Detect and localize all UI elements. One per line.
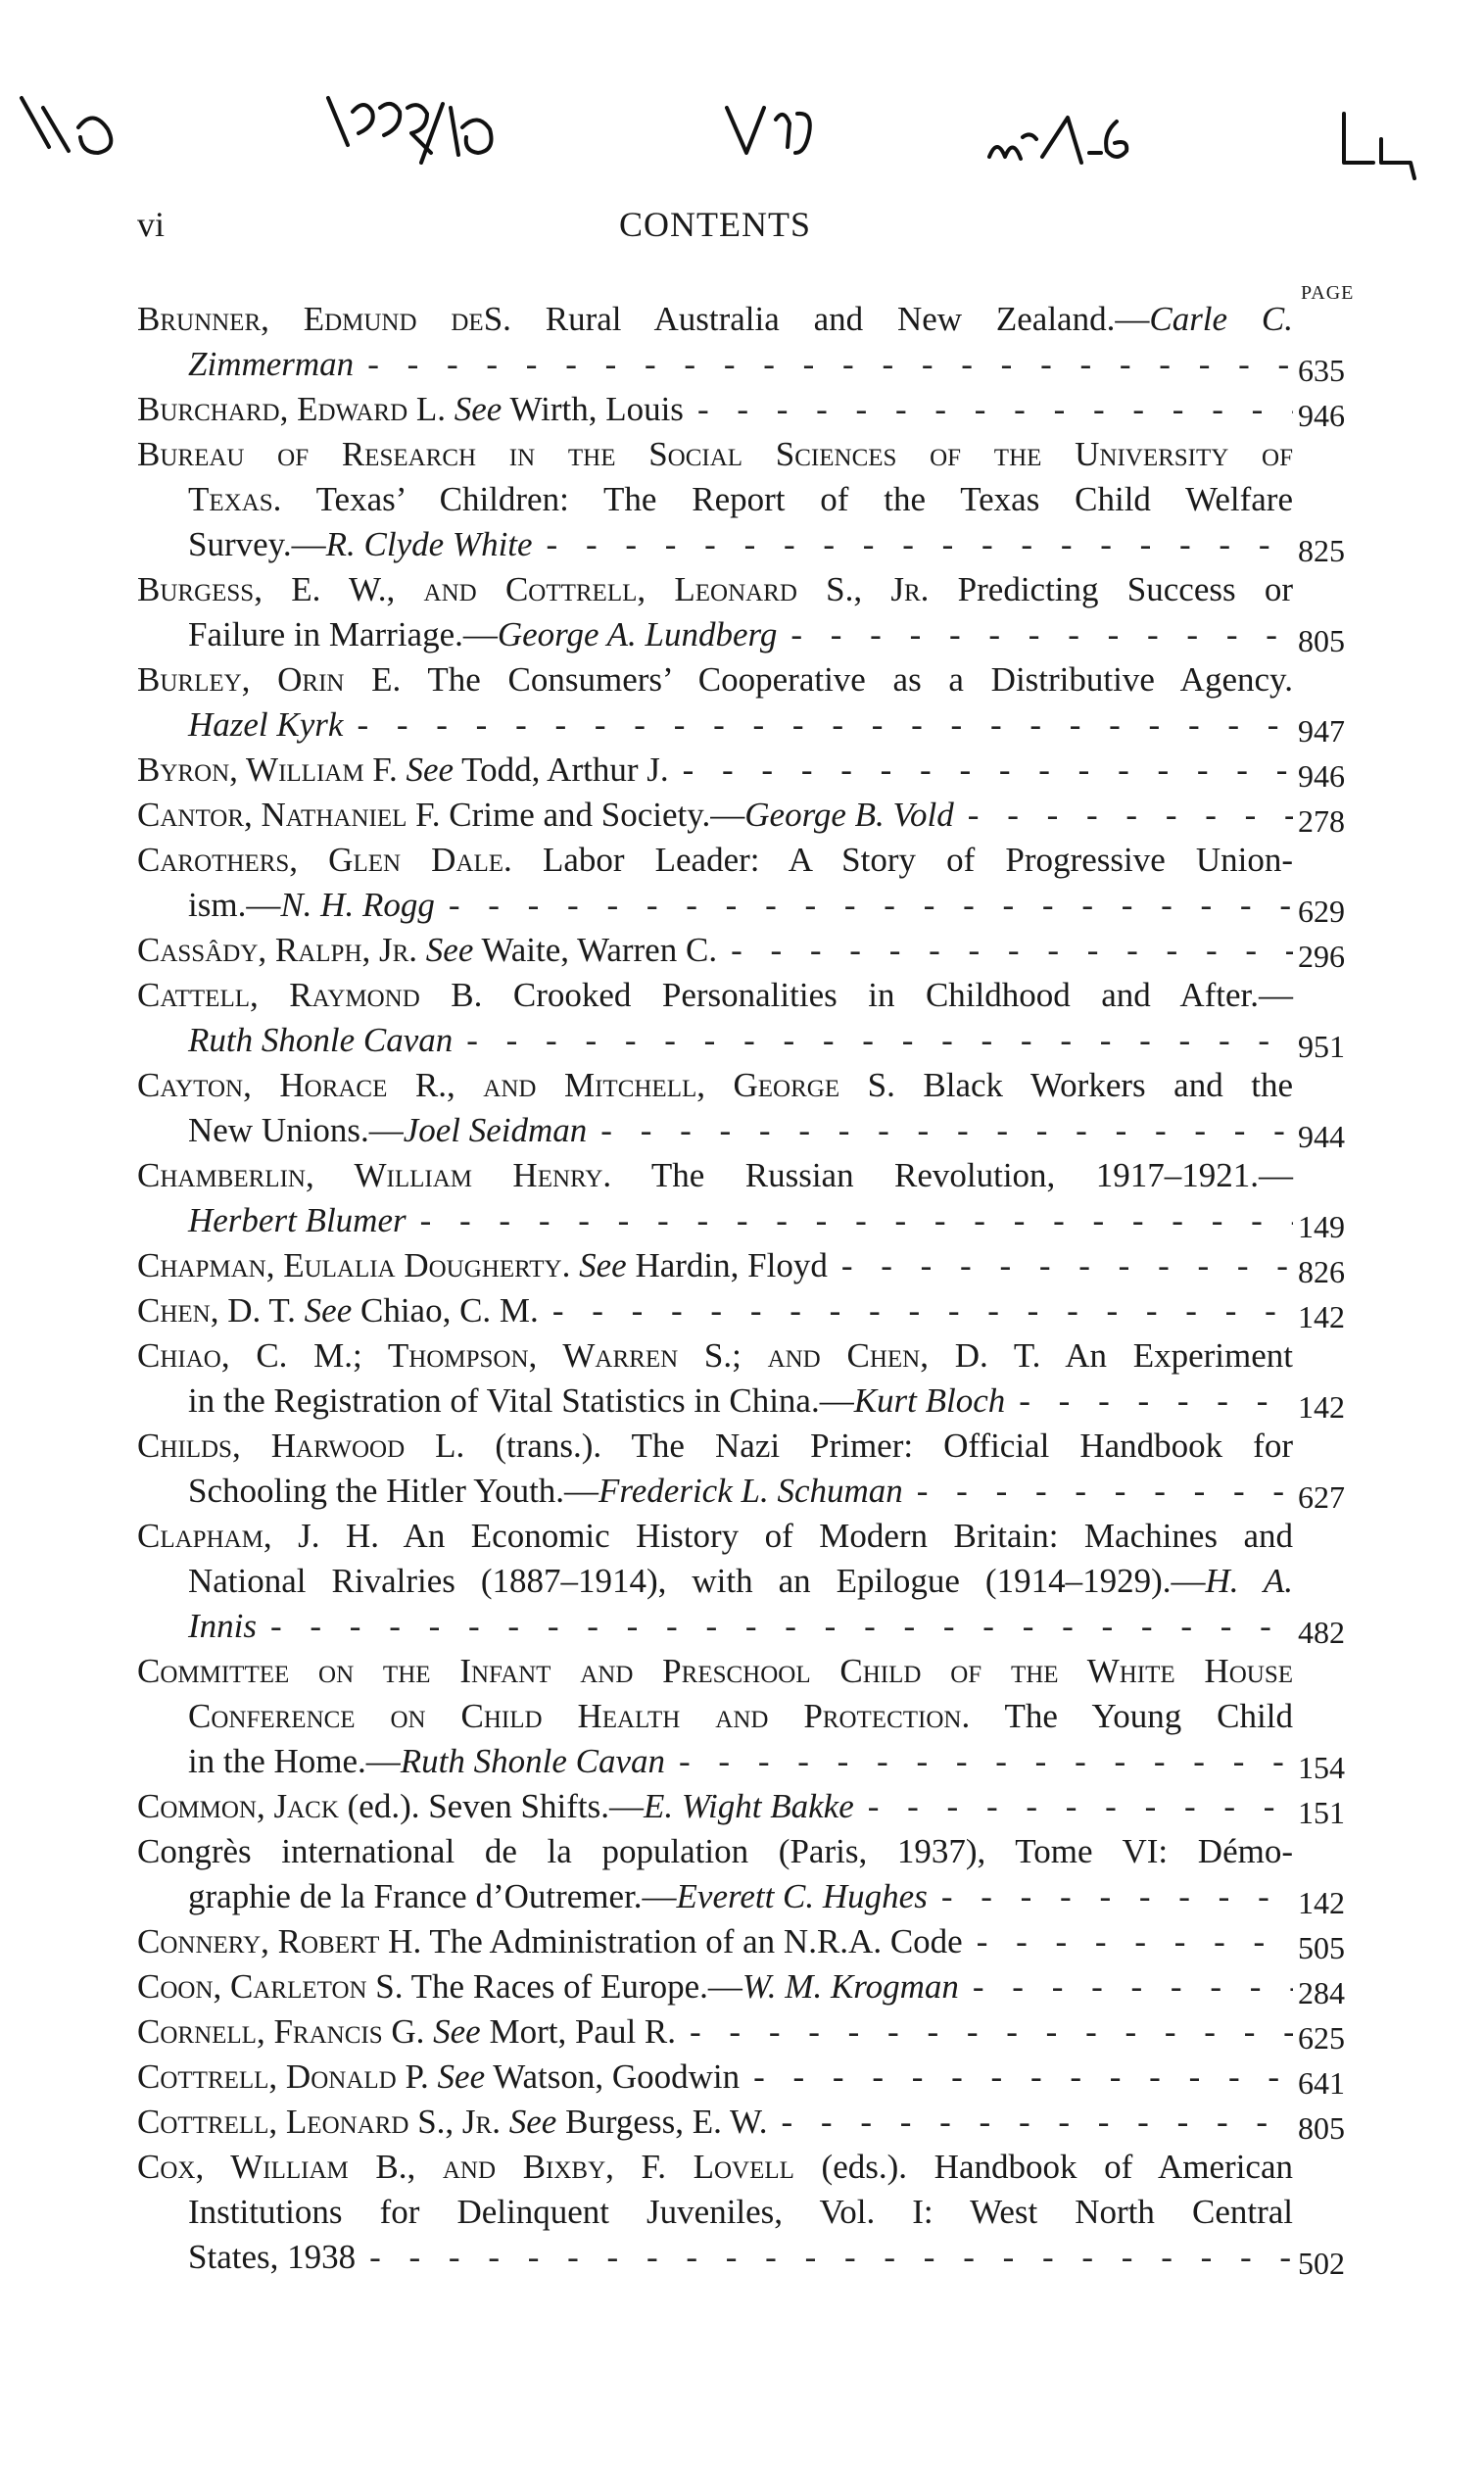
contents-entry [137,2100,1371,2145]
entry-line [137,1559,1293,1604]
dot-leader [963,1919,1293,1964]
entry-line-text [137,1243,828,1288]
entry-line [137,702,1345,749]
entry-text: Survey. [188,525,292,563]
entry-author: Carothers, Glen Dale. [137,841,512,879]
dot-leader [768,2100,1293,2145]
entry-line [137,1829,1293,1874]
dot-leader [453,1018,1293,1063]
entry-author: Byron, William F. [137,750,398,789]
dot-leader [828,1243,1293,1288]
dot-leader [356,2235,1293,2280]
entry-line [137,432,1293,477]
entry-text: Rural Australia and New Zealand. [510,300,1116,338]
page-column-label: PAGE [1301,282,1355,304]
entry-author: Cottrell, Donald P. [137,2057,429,2096]
entry-page-number: 641 [1298,2065,1345,2101]
entry-author: Cassâdy, Ralph, Jr. [137,931,418,969]
contents-entry [137,2055,1371,2100]
entry-text: — [707,1967,742,2006]
entry-text: ism. [188,886,247,924]
entry-line-text [188,522,533,567]
entry-line [137,1649,1293,1694]
entry-italic-text: Zimmerman [188,345,355,383]
entry-text: Waite, Warren C. [473,931,718,969]
entry-text: National Rivalries (1887–1914), with an Epilogue (1914–1929). [188,1562,1172,1600]
entry-text: Institutions for Delinquent Juveniles, Vol. I: West North Central [188,2193,1293,2231]
entry-text [424,2012,433,2051]
entry-line [137,1108,1345,1154]
entry-text: An Experiment [1040,1336,1294,1375]
entry-line [137,1514,1293,1559]
entry-page-number: 947 [1298,713,1345,749]
entry-line [137,928,1345,974]
contents-entry [137,838,1371,928]
dot-leader [354,342,1293,387]
entry-line-text [137,748,669,793]
entry-italic-text: See [579,1246,627,1284]
dot-leader [676,2009,1293,2055]
entry-page-number: 825 [1298,533,1345,568]
entry-author: Common, Jack [137,1787,339,1825]
dot-leader [257,1604,1293,1649]
entry-text: — [368,1111,404,1149]
page-number: vi [137,205,166,244]
entry-text: Crooked Personalities in Childhood and After. [482,976,1259,1014]
entry-line [137,838,1293,883]
entry-italic-text: Everett C. Hughes [676,1877,928,1915]
entry-text: Congrès international de la population (Paris, 1937), Tome VI: Démo- [137,1832,1293,1870]
entry-page-number: 826 [1298,1254,1345,1289]
entry-author: Cattell, Raymond B. [137,976,483,1014]
contents-entry [137,1919,1371,1964]
dot-leader [959,1964,1293,2009]
entry-author: Texas. [188,480,282,518]
contents-entry [137,657,1371,748]
contents-entry [137,567,1371,657]
entry-text [501,2103,509,2141]
entry-text: — [291,525,326,563]
entry-text: The Russian Revolution, 1917–1921. [611,1156,1259,1194]
entry-text: Schooling the Hitler Youth. [188,1472,565,1510]
entry-italic-text: See [508,2103,557,2141]
entry-line [137,1018,1345,1064]
entry-italic-text: Innis [188,1607,257,1645]
contents-entry [137,1649,1371,1784]
entry-author: Conference on Child Health and Protection. [188,1697,971,1735]
entry-italic-text: Ruth Shonle Cavan [188,1021,454,1059]
entry-page-number: 142 [1298,1389,1345,1425]
entry-line-text [188,1604,257,1649]
entry-page-number: 951 [1298,1029,1345,1064]
entry-text: Predicting Success or [929,570,1293,608]
contents-entry [137,387,1371,432]
entry-line [137,1919,1345,1965]
entry-page-number: 149 [1298,1209,1345,1244]
contents-entry [137,928,1371,973]
entry-line-text [188,1108,587,1153]
entry-text: Burgess, E. W. [556,2103,768,2141]
entry-page-number: 505 [1298,1930,1345,1965]
entry-line-text [188,1469,903,1514]
entry-italic-text: Frederick L. Schuman [598,1472,903,1510]
entry-author: Childs, Harwood L. [137,1427,465,1465]
entry-text: The Consumers’ Cooperative as a Distributive Agency. [401,660,1293,699]
entry-text: Hardin, Floyd [626,1246,828,1284]
entry-text: graphie de la France d’Outremer. [188,1877,643,1915]
dot-leader [665,1739,1293,1784]
contents-entry [137,1514,1371,1649]
entry-author: Burley, Orin E. [137,660,402,699]
entry-line [137,477,1293,522]
entry-page-number: 946 [1298,398,1345,433]
entry-page-number: 502 [1298,2246,1345,2281]
entry-line [137,522,1345,568]
entry-text: The Races of Europe. [403,1967,708,2006]
entry-page-number: 805 [1298,2110,1345,2146]
entry-author: Connery, Robert H. [137,1922,422,1960]
entry-italic-text: Hazel Kyrk [188,705,344,744]
entry-line-text [137,2055,740,2100]
entry-line-text [188,702,343,748]
entry-page-number: 944 [1298,1119,1345,1154]
entry-page-number: 278 [1298,803,1345,839]
contents-list [137,297,1371,2280]
entry-page-number: 154 [1298,1750,1345,1785]
entry-line-text [137,928,717,973]
entry-line-text [188,2235,356,2280]
entry-text: (trans.). The Nazi Primer: Official Handbook for [464,1427,1293,1465]
entry-line [137,657,1293,702]
entry-page-number: 482 [1298,1615,1345,1650]
entry-page-number: 142 [1298,1885,1345,1920]
contents-entry [137,1153,1371,1243]
entry-line [137,1063,1293,1108]
dot-leader [539,1288,1293,1333]
entry-line [137,2009,1345,2056]
entry-text [296,1291,305,1330]
entry-author: Cantor, Nathaniel F. [137,796,441,834]
entry-line-text [188,1874,928,1919]
entry-text: Failure in Marriage. [188,615,463,653]
entry-page-number: 296 [1298,939,1345,974]
dot-leader [903,1469,1293,1514]
contents-entry [137,748,1371,793]
entry-text: Crime and Society. [440,796,711,834]
entry-italic-text: See [406,750,455,789]
entry-line [137,342,1345,388]
entry-author: Chiao, C. M.; Thompson, Warren S.; and Chen, D. T. [137,1336,1041,1375]
entry-text: — [246,886,281,924]
entry-page-number: 627 [1298,1479,1345,1515]
entry-text: — [642,1877,677,1915]
entry-text: Wirth, Louis [502,390,684,428]
entry-author: Burgess, E. W., and Cottrell, Leonard S., Jr. [137,570,930,608]
page-title: CONTENTS [619,205,811,244]
entry-text: Labor Leader: A Story of Progressive Union- [511,841,1294,879]
entry-line [137,1694,1293,1739]
contents-entry [137,1829,1371,1919]
entry-author: Coon, Carleton S. [137,1967,404,2006]
contents-entry [137,1243,1371,1288]
entry-line-text [188,1198,407,1243]
entry-line [137,1784,1345,1830]
entry-line [137,1198,1345,1244]
entry-line-text [137,2009,676,2055]
entry-line [137,297,1293,342]
dot-leader [717,928,1293,973]
entry-line-text [137,2100,768,2145]
entry-text: Black Workers and the [894,1066,1293,1104]
entry-text: Mort, Paul R. [480,2012,677,2051]
entry-line-text [188,1018,453,1063]
entry-line-text [188,1739,665,1784]
entry-page-number: 805 [1298,623,1345,658]
entry-italic-text: H. A. [1205,1562,1294,1600]
entry-line [137,612,1345,658]
entry-text: (ed.). Seven Shifts. [338,1787,609,1825]
entry-italic-text: N. H. Rogg [280,886,435,924]
entry-italic-text: W. M. Krogman [742,1967,959,2006]
entry-line [137,1333,1293,1379]
entry-author: Cornell, Francis G. [137,2012,425,2051]
contents-entry [137,973,1371,1063]
entry-text: — [1258,1156,1293,1194]
entry-line [137,2145,1293,2190]
entry-page-number: 284 [1298,1975,1345,2010]
entry-text: The Administration of an N.R.A. Code [421,1922,963,1960]
entry-italic-text: Joel Seidman [403,1111,588,1149]
dot-leader [533,522,1293,567]
entry-author: Cox, William B., and Bixby, F. Lovell [137,2148,794,2186]
entry-author: Bureau of Research in the Social Sciences of the University of [137,435,1293,473]
entry-text: (eds.). Handbook of American [793,2148,1293,2186]
entry-line [137,2190,1293,2235]
entry-author: Committee on the Infant and Preschool Child of the White House [137,1652,1293,1690]
dot-leader [854,1784,1293,1829]
dot-leader [407,1198,1293,1243]
entry-text: Watson, Goodwin [485,2057,741,2096]
entry-line-text [137,1964,959,2009]
entry-line [137,1288,1345,1334]
entry-text: Chiao, C. M. [352,1291,539,1330]
dot-leader [684,387,1293,432]
entry-italic-text: E. Wight Bakke [643,1787,854,1825]
entry-text: — [462,615,498,653]
entry-author: Chen, D. T. [137,1291,296,1330]
entry-page-number: 946 [1298,758,1345,794]
entry-text: — [1258,976,1293,1014]
entry-text: — [608,1787,644,1825]
entry-line [137,1153,1293,1198]
entry-author: Clapham, J. H. [137,1517,379,1555]
entry-page-number: 142 [1298,1299,1345,1334]
entry-page-number: 635 [1298,353,1345,388]
entry-line-text [137,793,954,838]
entry-italic-text: See [425,931,474,969]
entry-author: Cottrell, Leonard S., Jr. [137,2103,501,2141]
dot-leader [777,612,1293,657]
entry-page-number: 625 [1298,2020,1345,2056]
entry-author: Chapman, Eulalia Dougherty. [137,1246,571,1284]
entry-text [417,931,426,969]
dot-leader [740,2055,1293,2100]
entry-line [137,1424,1293,1469]
contents-entry [137,1784,1371,1829]
entry-text: An Economic History of Modern Britain: Machines and [379,1517,1293,1555]
handwritten-annotations [0,69,1484,216]
contents-entry [137,793,1371,838]
entry-line-text [188,883,435,928]
contents-entry [137,1333,1371,1424]
dot-leader [928,1874,1293,1919]
entry-text: States, 1938 [188,2238,357,2276]
entry-author: Cayton, Horace R., and Mitchell, George S. [137,1066,895,1104]
entry-italic-text: See [433,2012,481,2051]
entry-line [137,793,1345,839]
entry-text [446,390,455,428]
entry-line [137,1874,1345,1920]
dot-leader [1005,1379,1293,1424]
entry-line [137,748,1345,794]
entry-line-text [188,1379,1005,1424]
handwritten-marks-drawing [0,69,1484,216]
entry-line-text [137,387,684,432]
entry-italic-text: See [454,390,503,428]
entry-line [137,1964,1345,2010]
entry-line [137,2235,1345,2281]
entry-author: Brunner, Edmund deS. [137,300,511,338]
contents-entry [137,297,1371,387]
entry-author: Burchard, Edward L. [137,390,447,428]
dot-leader [587,1108,1293,1153]
entry-text [429,2057,438,2096]
contents-entry [137,1964,1371,2009]
entry-line [137,1243,1345,1289]
entry-text: The Young Child [970,1697,1293,1735]
contents-entry [137,2145,1371,2280]
dot-leader [954,793,1293,838]
entry-author: Chamberlin, William Henry. [137,1156,612,1194]
entry-text: — [710,796,745,834]
entry-line [137,2100,1345,2146]
entry-line-text [137,1919,963,1964]
entry-italic-text: Carle C. [1149,300,1294,338]
entry-italic-text: See [437,2057,486,2096]
dot-leader [343,702,1293,748]
contents-entry [137,432,1371,567]
entry-line [137,883,1345,929]
contents-entry [137,1063,1371,1153]
entry-text: — [564,1472,599,1510]
entry-text: New Unions. [188,1111,369,1149]
entry-text: — [1115,300,1150,338]
dot-leader [435,883,1293,928]
entry-line-text [188,342,354,387]
entry-page-number: 151 [1298,1795,1345,1830]
entry-line [137,567,1293,612]
entry-text [570,1246,579,1284]
contents-entry [137,1424,1371,1514]
entry-line [137,1469,1345,1515]
entry-line [137,1604,1345,1650]
entry-line [137,387,1345,433]
entry-text: in the Home. [188,1742,366,1780]
entry-italic-text: Kurt Bloch [853,1381,1006,1420]
contents-entry [137,2009,1371,2055]
entry-italic-text: George B. Vold [744,796,954,834]
entry-italic-text: R. Clyde White [325,525,533,563]
contents-entry [137,1288,1371,1333]
entry-line [137,973,1293,1018]
entry-italic-text: George A. Lundberg [497,615,778,653]
entry-line [137,2055,1345,2101]
entry-line-text [137,1784,854,1829]
entry-text: — [819,1381,854,1420]
entry-text: in the Registration of Vital Statistics in China. [188,1381,820,1420]
entry-italic-text: Herbert Blumer [188,1201,407,1239]
entry-text: Todd, Arthur J. [454,750,669,789]
entry-text: — [365,1742,401,1780]
entry-line-text [137,1288,539,1333]
page-header [137,204,1293,253]
entry-line [137,1379,1345,1425]
entry-italic-text: See [304,1291,353,1330]
entry-text: Texas’ Children: The Report of the Texas Child Welfare [281,480,1293,518]
entry-page-number: 629 [1298,894,1345,929]
entry-line-text [188,612,777,657]
entry-italic-text: Ruth Shonle Cavan [400,1742,666,1780]
entry-line [137,1739,1345,1785]
dot-leader [669,748,1293,793]
entry-text: — [1171,1562,1206,1600]
